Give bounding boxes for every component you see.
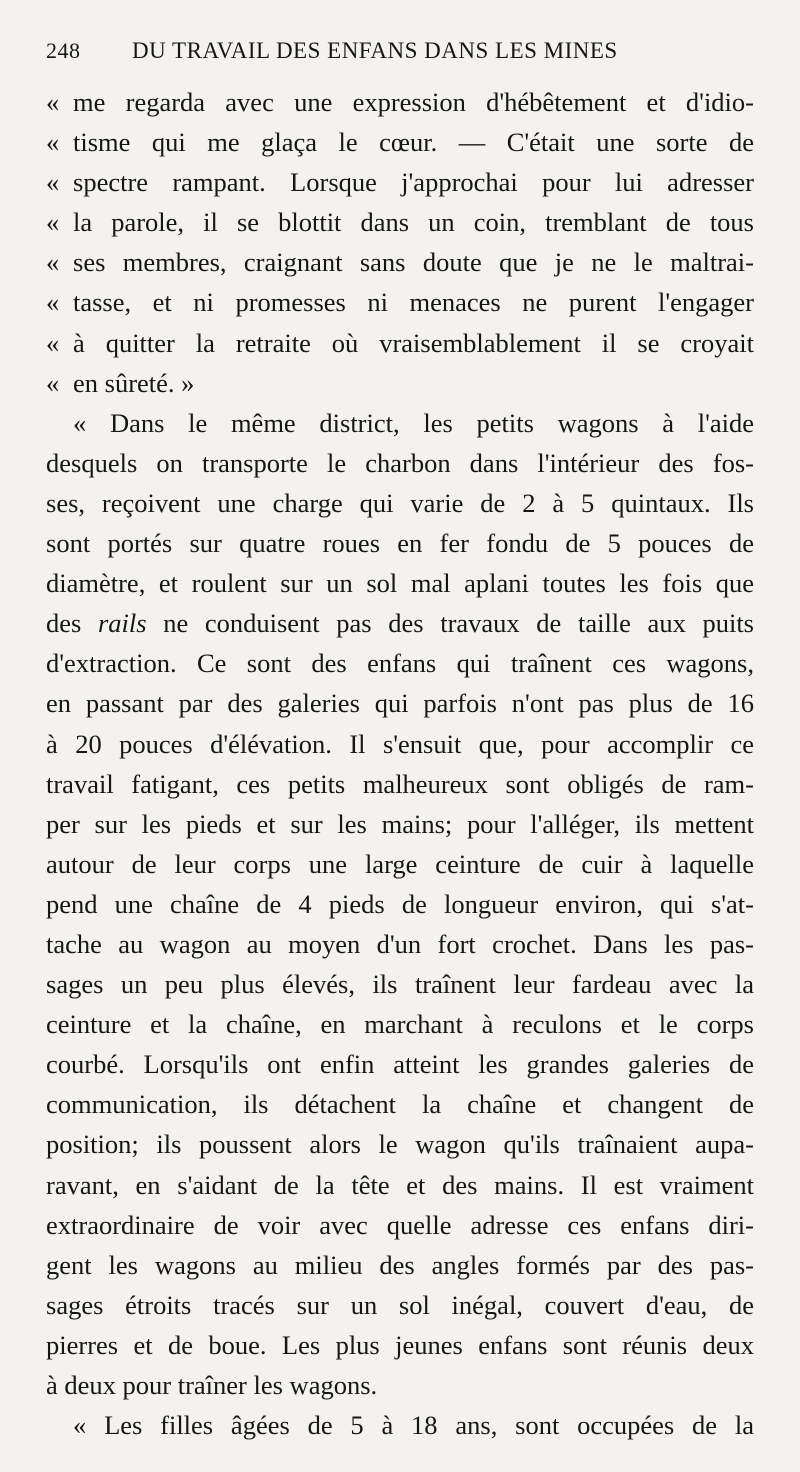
line-text: desquels on transporte le charbon dans l'intérieur des fos- [46,447,754,478]
line-text: ses, reçoivent une charge qui varie de 2 à 5 quintaux. Ils [46,487,754,518]
text-line [46,603,754,643]
text-line [46,1044,754,1084]
text-line [46,924,754,964]
page-header [46,38,754,78]
text-line [46,323,754,363]
text-line [46,563,754,603]
line-text: spectre rampant. Lorsque j'approchai pour lui adresser [73,167,754,198]
line-text: extraordinaire de voir avec quelle adresse ces enfans diri- [46,1209,754,1240]
quote-mark: « [46,327,60,358]
line-text: me regarda avec une expression d'hébêtement et d'idio- [73,87,754,117]
text-line [46,1004,754,1044]
quote-mark: « [46,287,60,318]
text-line [46,1205,754,1245]
text-line [46,1124,754,1164]
text-line [46,483,754,523]
text-line [46,523,754,563]
text-line [46,122,754,162]
line-text: « Les filles âgées de 5 à 18 ans, sont occupées de la [73,1410,754,1441]
text-line [46,242,754,282]
text-line [46,1245,754,1285]
text-line [46,724,754,764]
quote-mark: « [46,127,60,158]
line-text: à 20 pouces d'élévation. Il s'ensuit que, pour accomplir ce [46,728,754,759]
line-text: la parole, il se blottit dans un coin, tremblant de tous [73,207,754,238]
text-line [46,964,754,1004]
line-text: courbé. Lorsqu'ils ont enfin atteint les grandes galeries de [46,1049,754,1080]
text-line [46,363,754,403]
line-text: tisme qui me glaça le cœur. — C'était une sorte de [73,127,754,158]
line-text: en passant par des galeries qui parfois n'ont pas plus de 16 [46,688,754,719]
line-text: sages étroits tracés sur un sol inégal, couvert d'eau, de [46,1289,754,1320]
line-text: d'extraction. Ce sont des enfans qui traînent ces wagons, [46,648,754,679]
line-text: ses membres, craignant sans doute que je ne le maltrai- [73,247,754,278]
line-text: des rails ne conduisent pas des travaux de taille aux puits [46,608,754,639]
text-line [46,1365,754,1405]
text-line [46,282,754,322]
line-text: ravant, en s'aidant de la tête et des mains. Il est vraiment [46,1169,754,1200]
line-text: sages un peu plus élevés, ils traînent leur fardeau avec la [46,969,754,1000]
body-text [46,82,754,1445]
line-text: position; ils poussent alors le wagon qu'ils traînaient aupa- [46,1129,754,1160]
text-line [46,162,754,202]
quote-mark: « [46,167,60,198]
line-text: per sur les pieds et sur les mains; pour l'alléger, ils mettent [46,808,754,839]
text-line [46,202,754,242]
line-text: pend une chaîne de 4 pieds de longueur environ, qui s'at- [46,888,754,919]
text-line [46,884,754,924]
text-line [46,1165,754,1205]
line-text: à deux pour traîner les wagons. [46,1370,378,1400]
line-text: communication, ils détachent la chaîne et changent de [46,1089,754,1120]
text-line [46,82,754,122]
text-line [46,1325,754,1365]
text-line [46,764,754,804]
quote-mark: « [46,367,60,398]
text-line [46,643,754,683]
text-line [46,844,754,884]
quote-mark: « [46,207,60,238]
line-text: sont portés sur quatre roues en fer fondu de 5 pouces de [46,528,754,559]
line-text: tache au wagon au moyen d'un fort crochet. Dans les pas- [46,928,754,959]
text-line [46,443,754,483]
line-text: tasse, et ni promesses ni menaces ne purent l'engager [73,287,754,318]
text-line [46,1405,754,1445]
line-text: autour de leur corps une large ceinture de cuir à laquelle [46,848,754,879]
line-text: gent les wagons au milieu des angles formés par des pas- [46,1249,754,1280]
quote-mark: « [46,87,60,117]
line-text: travail fatigant, ces petits malheureux sont obligés de ram- [46,768,754,799]
line-text: ceinture et la chaîne, en marchant à reculons et le corps [46,1009,754,1040]
line-text: pierres et de boue. Les plus jeunes enfans sont réunis deux [46,1329,754,1360]
text-line [46,804,754,844]
text-line [46,1084,754,1124]
line-text: diamètre, et roulent sur un sol mal aplani toutes les fois que [46,568,754,599]
page-number: 248 [46,38,81,63]
line-text: à quitter la retraite où vraisemblablement il se croyait [73,327,754,358]
quote-mark: « [46,247,60,278]
text-line [46,403,754,443]
text-line [46,1285,754,1325]
text-line [46,683,754,723]
italic-word: rails [97,608,147,639]
line-text: « Dans le même district, les petits wagons à l'aide [73,407,754,438]
running-title: DU TRAVAIL DES ENFANS DANS LES MINES [132,38,618,63]
line-text: en sûreté. » [73,367,195,398]
